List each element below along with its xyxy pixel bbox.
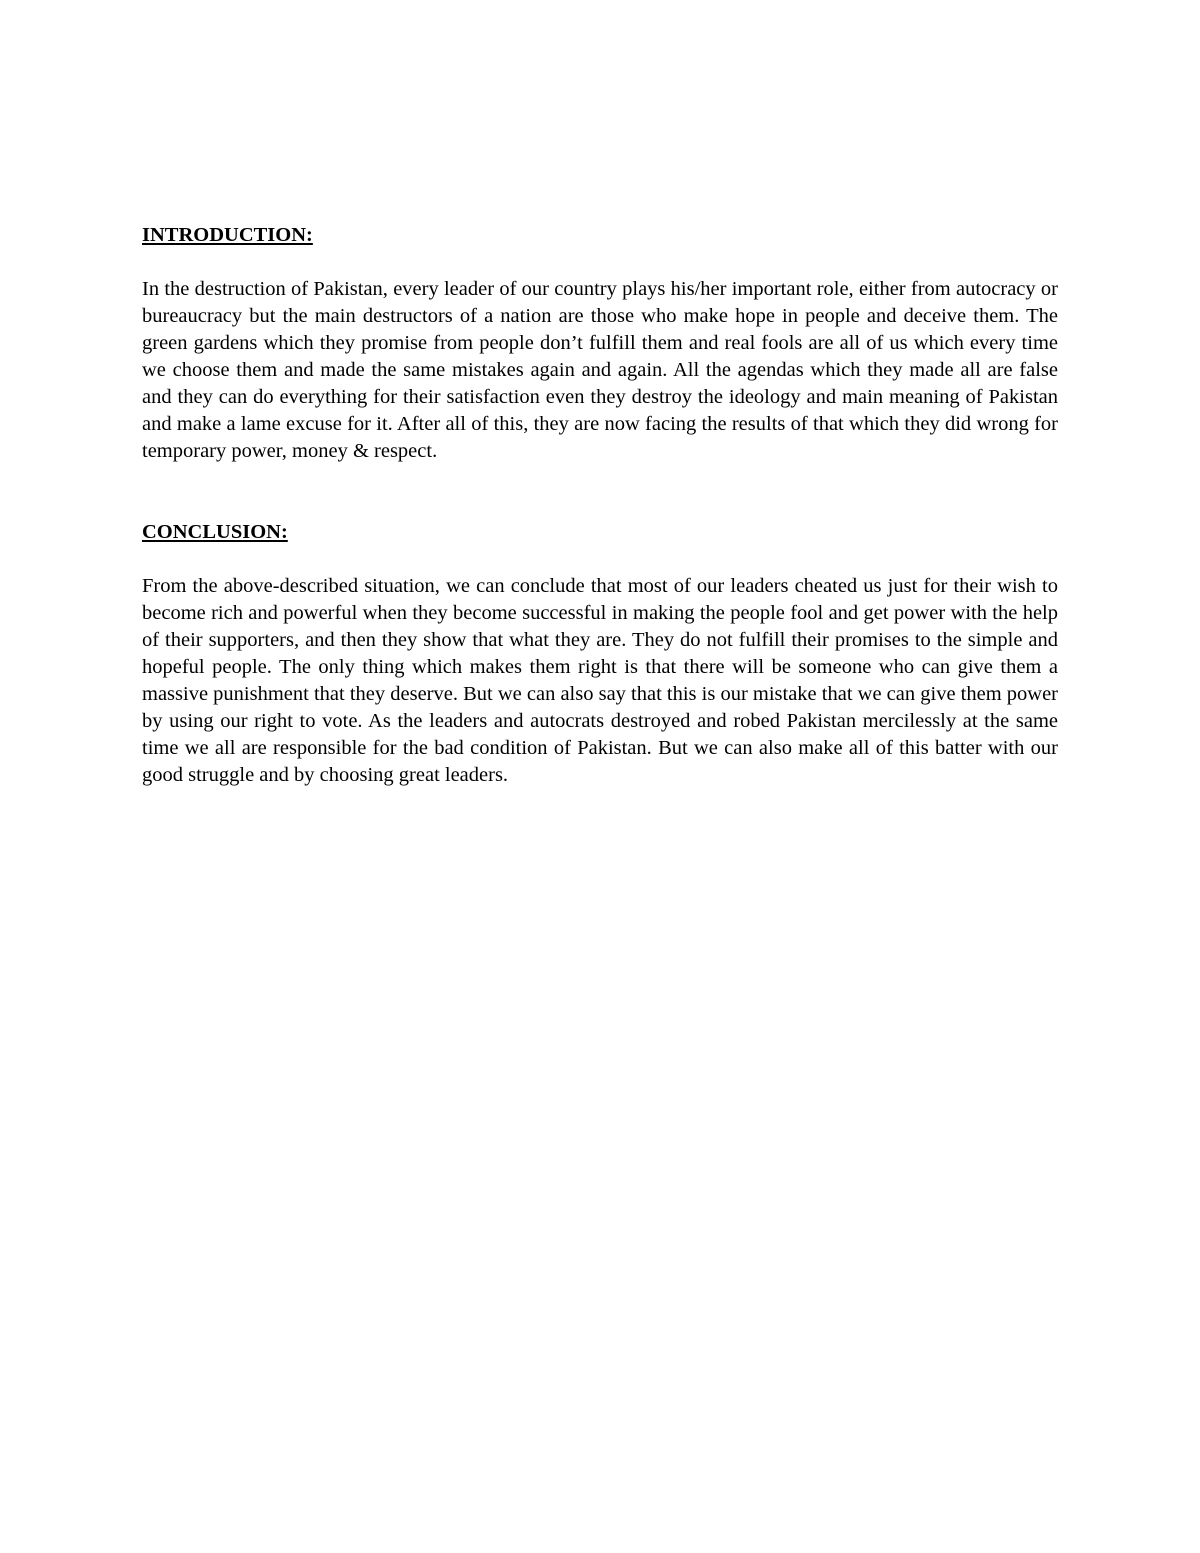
conclusion-heading: CONCLUSION: bbox=[142, 521, 288, 543]
document-content bbox=[142, 222, 1058, 789]
introduction-paragraph: In the destruction of Pakistan, every leader of our country plays his/her important role, either from autocracy or bureaucracy but the main destructors of a nation are those who make hope in people and deceive them. The green gardens which they promise from people don’t fulfill them and real fools are all of us which every time we choose them and made the same mistakes again and again. All the agendas which they made all are false and they can do everything for their satisfaction even they destroy the ideology and main meaning of Pakistan and make a lame excuse for it. After all of this, they are now facing the results of that which they did wrong for temporary power, money & respect. bbox=[142, 278, 1058, 462]
introduction-section bbox=[142, 222, 1058, 465]
introduction-heading: INTRODUCTION: bbox=[142, 224, 313, 246]
conclusion-section bbox=[142, 519, 1058, 789]
conclusion-paragraph: From the above-described situation, we can conclude that most of our leaders cheated us just for their wish to become rich and powerful when they become successful in making the people fool and get power with the help of their supporters, and then they show that what they are. They do not fulfill their promises to the simple and hopeful people. The only thing which makes them right is that there will be someone who can give them a massive punishment that they deserve. But we can also say that this is our mistake that we can give them power by using our right to vote. As the leaders and autocrats destroyed and robed Pakistan mercilessly at the same time we all are responsible for the bad condition of Pakistan. But we can also make all of this batter with our good struggle and by choosing great leaders. bbox=[142, 575, 1059, 786]
